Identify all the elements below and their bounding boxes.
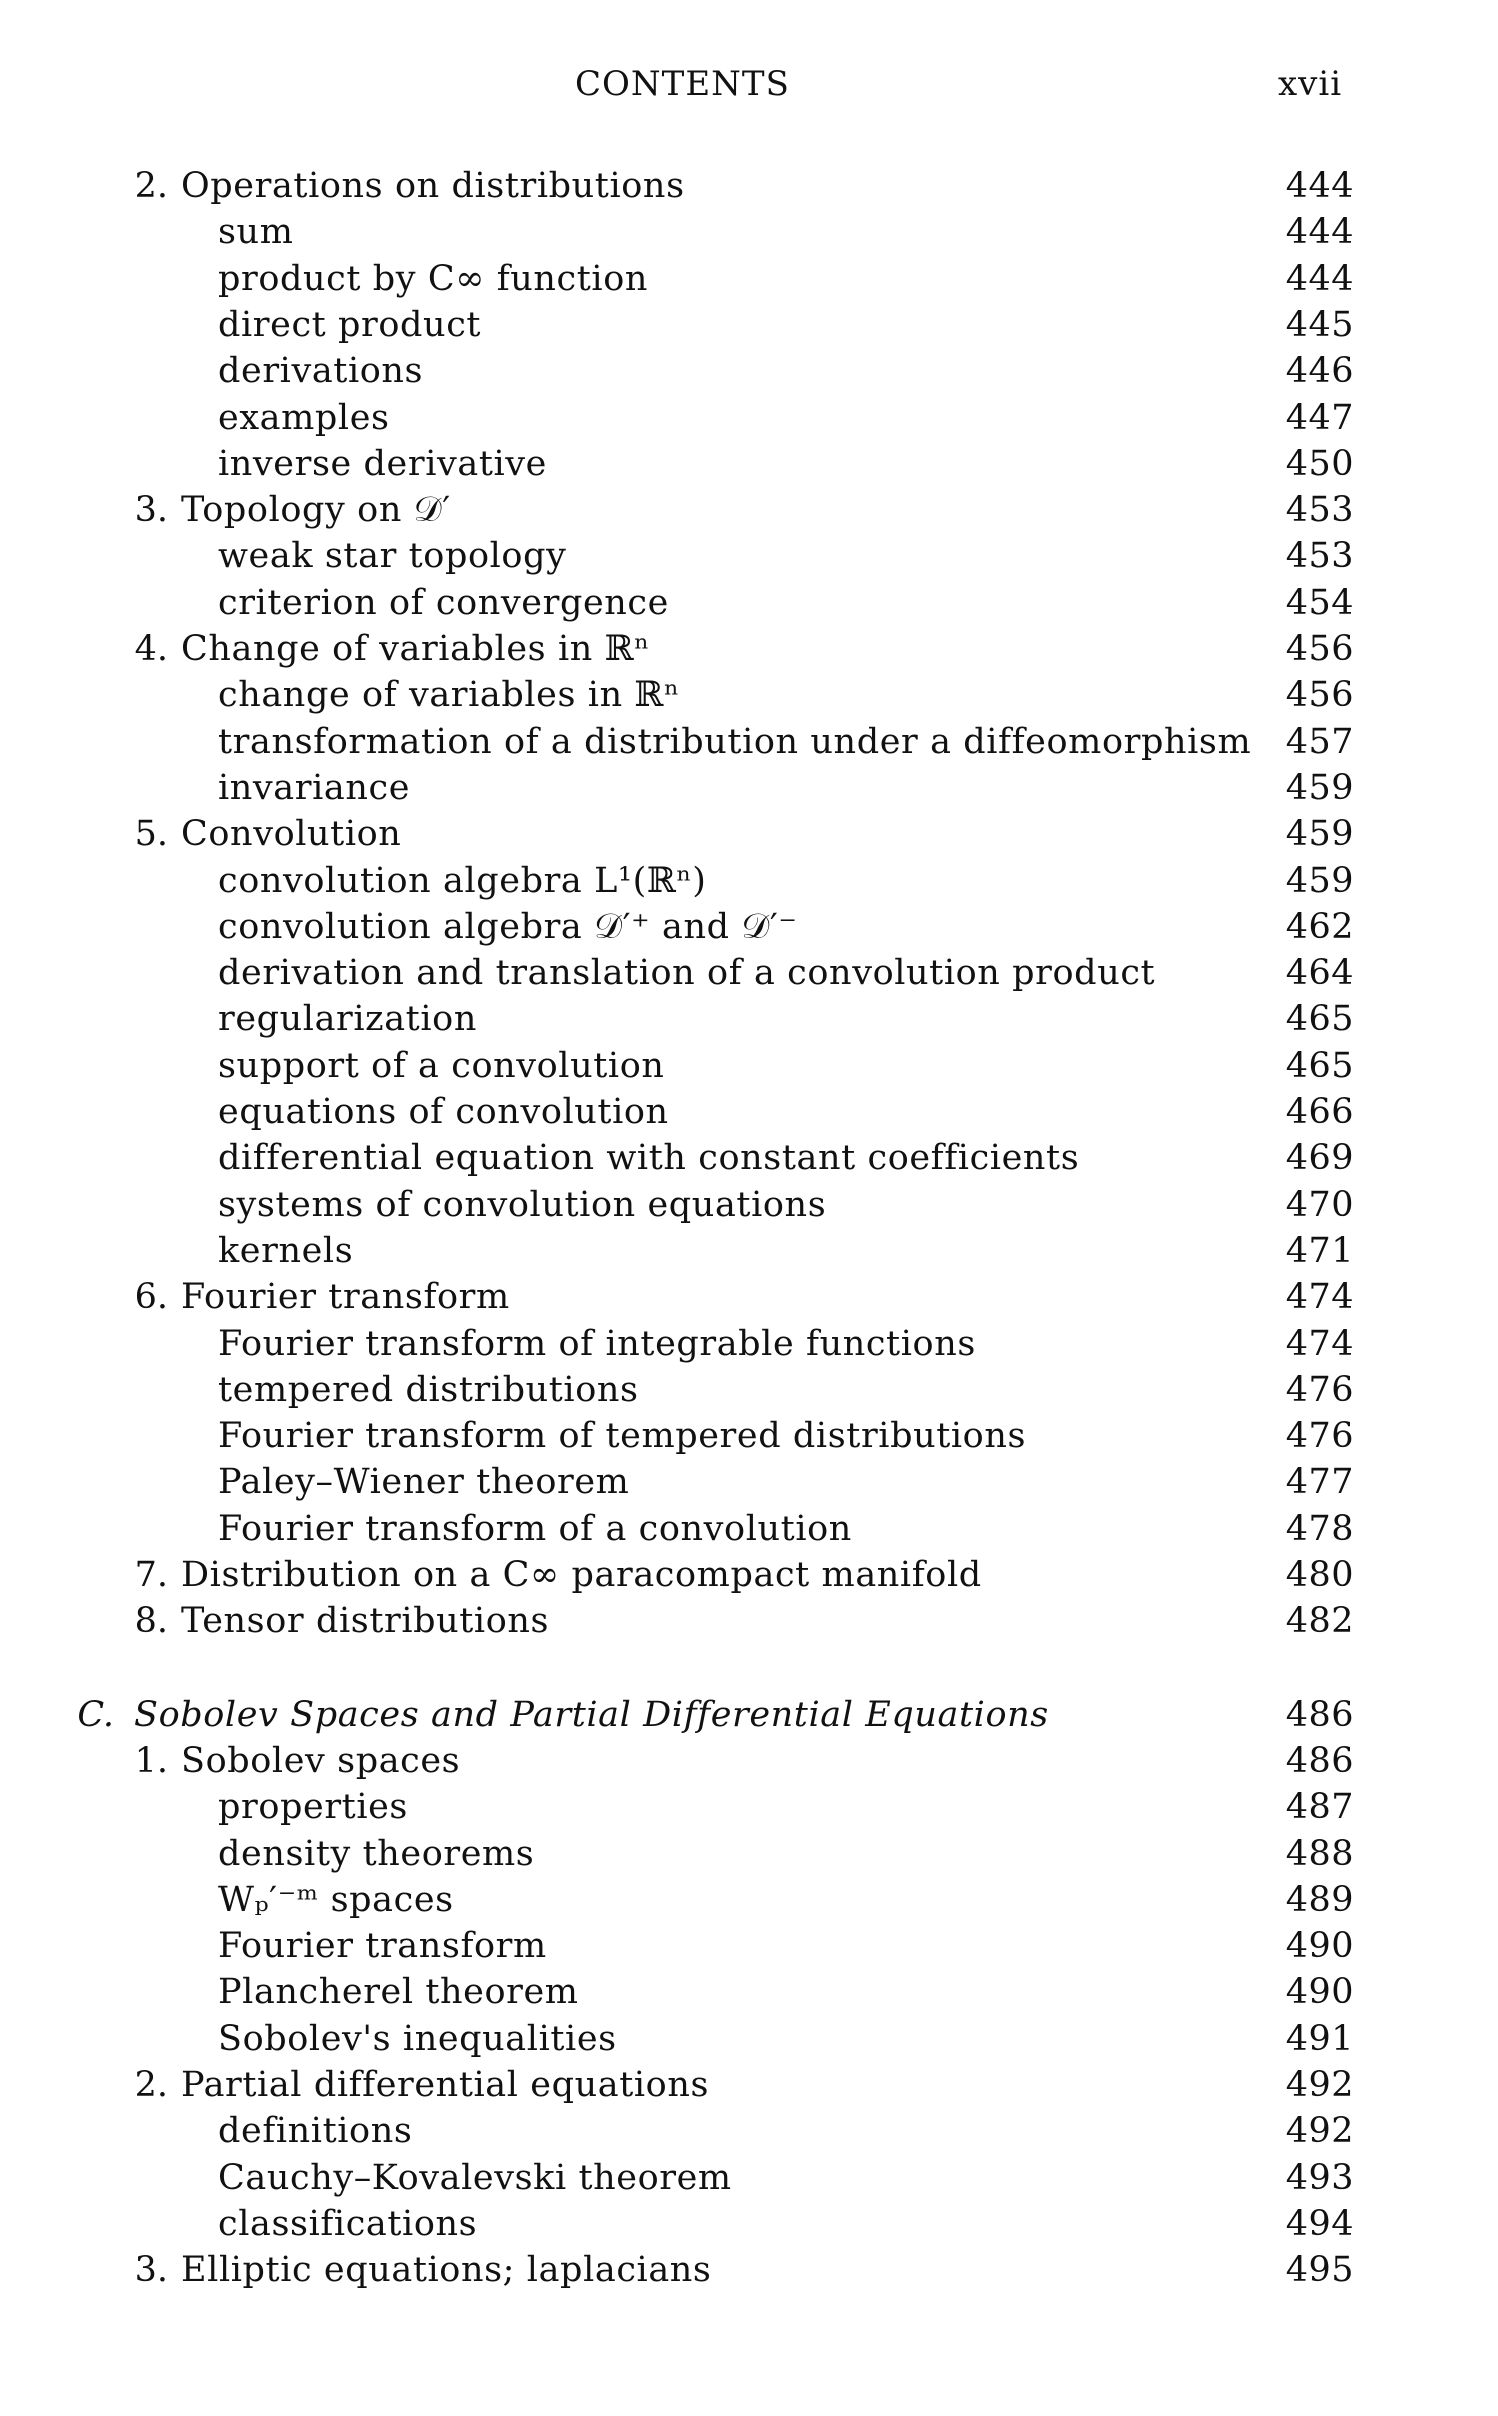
entry-page-number: 464 bbox=[1285, 953, 1354, 994]
entry-title: Fourier transform of integrable functions bbox=[218, 1323, 976, 1364]
entry-page-number: 474 bbox=[1285, 1323, 1354, 1364]
entry-title: product by C∞ function bbox=[218, 258, 649, 299]
entry-page-number: 486 bbox=[1285, 1694, 1354, 1735]
entry-page-number: 456 bbox=[1285, 629, 1354, 669]
entry-title: Plancherel theorem bbox=[218, 1972, 579, 2013]
entry-title: Fourier transform bbox=[218, 1926, 547, 1967]
entry-number: 3. bbox=[134, 2250, 168, 2291]
entry-page-number: 444 bbox=[1285, 212, 1354, 253]
entry-title: criterion of convergence bbox=[218, 582, 669, 623]
entry-title: classifications bbox=[218, 2203, 478, 2244]
entry-page-number: 450 bbox=[1285, 443, 1354, 484]
toc-subentry bbox=[0, 1135, 1498, 1181]
entry-page-number: 457 bbox=[1285, 721, 1354, 762]
entry-page-number: 492 bbox=[1285, 2111, 1354, 2152]
entry-page-number: 444 bbox=[1285, 166, 1354, 206]
toc-subentry bbox=[0, 672, 1498, 718]
toc-subentry bbox=[0, 2201, 1498, 2247]
toc-part-heading bbox=[0, 1692, 1498, 1738]
entry-title: examples bbox=[218, 397, 390, 438]
entry-title: Fourier transform of tempered distributions bbox=[218, 1416, 1027, 1457]
entry-title: Partial differential equations bbox=[181, 2065, 710, 2105]
toc-subentry bbox=[0, 1831, 1498, 1877]
toc-subentry bbox=[0, 302, 1498, 348]
entry-page-number: 466 bbox=[1285, 1092, 1354, 1132]
toc-subentry bbox=[0, 256, 1498, 302]
entry-title: Sobolev spaces bbox=[181, 1740, 461, 1781]
entry-title: change of variables in ℝⁿ bbox=[218, 675, 680, 716]
entry-title: direct product bbox=[218, 304, 482, 345]
toc-subentry bbox=[0, 395, 1498, 441]
entry-title: regularization bbox=[218, 999, 477, 1040]
entry-number: 5. bbox=[134, 814, 168, 855]
toc-subentry bbox=[0, 858, 1498, 904]
entry-title: derivations bbox=[218, 351, 424, 392]
toc-subentry bbox=[0, 2016, 1498, 2062]
entry-title: Elliptic equations; laplacians bbox=[181, 2250, 712, 2291]
entry-title: Topology on 𝒟′ bbox=[181, 490, 451, 531]
toc-section-entry bbox=[0, 1598, 1498, 1644]
entry-page-number: 465 bbox=[1285, 1045, 1354, 1086]
entry-page-number: 471 bbox=[1285, 1230, 1354, 1271]
entry-page-number: 487 bbox=[1285, 1787, 1354, 1828]
toc-section-entry bbox=[0, 1274, 1498, 1320]
entry-number: C. bbox=[77, 1694, 114, 1735]
entry-page-number: 478 bbox=[1285, 1508, 1354, 1549]
entry-title: weak star topology bbox=[218, 536, 567, 577]
entry-page-number: 490 bbox=[1285, 1926, 1354, 1967]
entry-number: 2. bbox=[134, 2065, 168, 2105]
entry-title: kernels bbox=[218, 1230, 354, 1271]
entry-number: 2. bbox=[134, 166, 168, 206]
entry-number: 1. bbox=[134, 1740, 168, 1781]
toc-subentry bbox=[0, 1969, 1498, 2015]
toc-section-entry bbox=[0, 163, 1498, 209]
entry-title: support of a convolution bbox=[218, 1045, 665, 1086]
toc-subentry bbox=[0, 1367, 1498, 1413]
entry-page-number: 465 bbox=[1285, 999, 1354, 1040]
toc-subentry bbox=[0, 2108, 1498, 2154]
entry-title: Fourier transform bbox=[181, 1277, 510, 1318]
running-header bbox=[0, 64, 1498, 114]
toc-subentry bbox=[0, 1506, 1498, 1552]
toc-subentry bbox=[0, 1321, 1498, 1367]
entry-page-number: 459 bbox=[1285, 767, 1354, 808]
toc-subentry bbox=[0, 580, 1498, 626]
entry-title: Operations on distributions bbox=[181, 166, 685, 206]
entry-page-number: 446 bbox=[1285, 351, 1354, 392]
entry-title: Fourier transform of a convolution bbox=[218, 1508, 852, 1549]
entry-title: convolution algebra L¹(ℝⁿ) bbox=[218, 860, 707, 901]
entry-page-number: 490 bbox=[1285, 1972, 1354, 2013]
entry-page-number: 489 bbox=[1285, 1879, 1354, 1920]
toc-subentry bbox=[0, 996, 1498, 1042]
entry-title: Convolution bbox=[181, 814, 402, 855]
entry-page-number: 477 bbox=[1285, 1462, 1354, 1503]
toc-subentry bbox=[0, 2155, 1498, 2201]
entry-title: derivation and translation of a convolution product bbox=[218, 953, 1156, 994]
entry-title: Sobolev's inequalities bbox=[218, 2018, 617, 2059]
entry-page-number: 476 bbox=[1285, 1416, 1354, 1457]
entry-title: Sobolev Spaces and Partial Differential Equations bbox=[134, 1694, 1049, 1735]
entry-title: tempered distributions bbox=[218, 1369, 639, 1410]
toc-section-entry bbox=[0, 1552, 1498, 1598]
toc-subentry bbox=[0, 1413, 1498, 1459]
entry-number: 7. bbox=[134, 1555, 168, 1595]
toc-subentry bbox=[0, 441, 1498, 487]
entry-number: 3. bbox=[134, 490, 168, 531]
toc-section-entry bbox=[0, 626, 1498, 672]
toc-subentry bbox=[0, 209, 1498, 255]
entry-title: density theorems bbox=[218, 1833, 535, 1874]
entry-page-number: 459 bbox=[1285, 814, 1354, 855]
toc-subentry bbox=[0, 1923, 1498, 1969]
entry-page-number: 493 bbox=[1285, 2157, 1354, 2198]
entry-page-number: 454 bbox=[1285, 582, 1354, 623]
entry-title: invariance bbox=[218, 767, 411, 808]
toc-subentry bbox=[0, 950, 1498, 996]
entry-title: Paley–Wiener theorem bbox=[218, 1462, 630, 1503]
entry-title: Change of variables in ℝⁿ bbox=[181, 629, 651, 669]
entry-title: equations of convolution bbox=[218, 1092, 669, 1132]
entry-page-number: 469 bbox=[1285, 1138, 1354, 1179]
entry-number: 8. bbox=[134, 1601, 168, 1642]
entry-title: Wₚ′⁻ᵐ spaces bbox=[218, 1879, 454, 1920]
entry-page-number: 482 bbox=[1285, 1601, 1354, 1642]
entry-title: Distribution on a C∞ paracompact manifold bbox=[181, 1555, 982, 1595]
entry-page-number: 444 bbox=[1285, 258, 1354, 299]
entry-page-number: 474 bbox=[1285, 1277, 1354, 1318]
entry-title: systems of convolution equations bbox=[218, 1184, 827, 1225]
entry-title: Cauchy–Kovalevski theorem bbox=[218, 2157, 732, 2198]
entry-title: properties bbox=[218, 1787, 408, 1828]
toc-section-entry bbox=[0, 2062, 1498, 2108]
entry-page-number: 470 bbox=[1285, 1184, 1354, 1225]
entry-page-number: 491 bbox=[1285, 2018, 1354, 2059]
entry-title: inverse derivative bbox=[218, 443, 547, 484]
entry-title: differential equation with constant coefficients bbox=[218, 1138, 1080, 1179]
toc-subentry bbox=[0, 533, 1498, 579]
entry-page-number: 476 bbox=[1285, 1369, 1354, 1410]
entry-number: 6. bbox=[134, 1277, 168, 1318]
entry-title: transformation of a distribution under a diffeomorphism bbox=[218, 721, 1252, 762]
running-title: CONTENTS bbox=[575, 64, 790, 104]
entry-page-number: 447 bbox=[1285, 397, 1354, 438]
entry-page-number: 453 bbox=[1285, 536, 1354, 577]
entry-title: convolution algebra 𝒟′⁺ and 𝒟′⁻ bbox=[218, 906, 798, 947]
entry-page-number: 494 bbox=[1285, 2203, 1354, 2244]
entry-page-number: 488 bbox=[1285, 1833, 1354, 1874]
toc-subentry bbox=[0, 348, 1498, 394]
toc-section-entry bbox=[0, 2247, 1498, 2293]
toc-section-entry bbox=[0, 811, 1498, 857]
entry-page-number: 456 bbox=[1285, 675, 1354, 716]
entry-page-number: 486 bbox=[1285, 1740, 1354, 1781]
toc-subentry bbox=[0, 1877, 1498, 1923]
entry-number: 4. bbox=[134, 629, 168, 669]
toc-subentry bbox=[0, 719, 1498, 765]
entry-title: Tensor distributions bbox=[181, 1601, 550, 1642]
toc-subentry bbox=[0, 1043, 1498, 1089]
toc-subentry bbox=[0, 1459, 1498, 1505]
toc-section-entry bbox=[0, 1738, 1498, 1784]
entry-title: definitions bbox=[218, 2111, 413, 2152]
entry-page-number: 453 bbox=[1285, 490, 1354, 531]
entry-page-number: 495 bbox=[1285, 2250, 1354, 2291]
entry-title: sum bbox=[218, 212, 294, 253]
toc-subentry bbox=[0, 1089, 1498, 1135]
toc-subentry bbox=[0, 1784, 1498, 1830]
entry-page-number: 445 bbox=[1285, 304, 1354, 345]
entry-page-number: 480 bbox=[1285, 1555, 1354, 1595]
toc-section-entry bbox=[0, 487, 1498, 533]
entry-page-number: 459 bbox=[1285, 860, 1354, 901]
toc-subentry bbox=[0, 1182, 1498, 1228]
entry-page-number: 462 bbox=[1285, 906, 1354, 947]
toc-subentry bbox=[0, 904, 1498, 950]
toc-subentry bbox=[0, 765, 1498, 811]
toc-subentry bbox=[0, 1228, 1498, 1274]
entry-page-number: 492 bbox=[1285, 2065, 1354, 2105]
page-number: xvii bbox=[1278, 64, 1343, 104]
